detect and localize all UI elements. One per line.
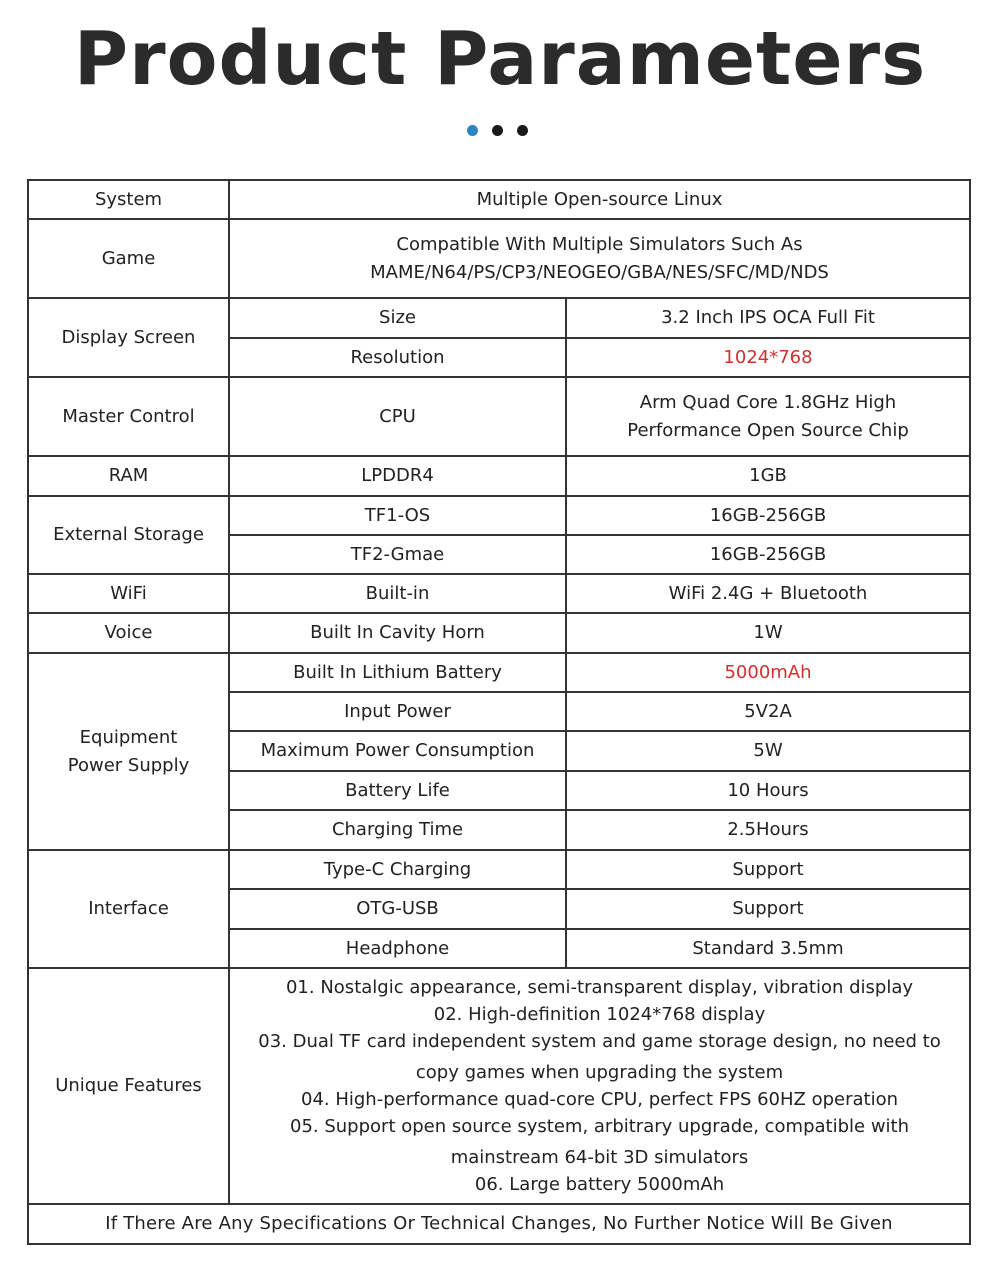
row-value: WiFi 2.4G + Bluetooth (566, 574, 970, 613)
row-label: System (28, 180, 229, 219)
feature-item-continued: mainstream 64-bit 3D simulators (450, 1147, 749, 1168)
row-value: 2.5Hours (566, 810, 970, 850)
cpu-line-1: Arm Quad Core 1.8GHz High (639, 391, 897, 413)
table-row (28, 180, 970, 219)
dot (492, 125, 503, 136)
sub-label: TF2-Gmae (229, 535, 566, 574)
row-label: Master Control (28, 377, 229, 456)
sub-label: Battery Life (229, 771, 566, 810)
feature-item: 04. High-performance quad-core CPU, perfect FPS 60HZ operation (301, 1089, 899, 1110)
dot-active (467, 125, 478, 136)
row-value: 1W (566, 613, 970, 653)
game-line-2: MAME/N64/PS/CP3/NEOGEO/GBA/NES/SFC/MD/NDS (370, 261, 829, 283)
cpu-line-2: Performance Open Source Chip (627, 419, 909, 441)
parameters-table (27, 179, 971, 1245)
row-value: 5V2A (566, 692, 970, 731)
feature-item: 03. Dual TF card independent system and game storage design, no need to (258, 1031, 941, 1052)
sub-label: TF1-OS (229, 496, 566, 535)
table-row (28, 574, 970, 613)
sub-label: Headphone (229, 929, 566, 968)
power-label-line-2: Power Supply (67, 754, 190, 776)
row-value-highlight: 5000mAh (566, 653, 970, 692)
sub-label: CPU (229, 377, 566, 456)
row-label (28, 653, 229, 850)
features-list (229, 968, 970, 1204)
sub-label: OTG-USB (229, 889, 566, 929)
feature-item-continued: copy games when upgrading the system (415, 1062, 784, 1083)
row-label: Display Screen (28, 298, 229, 377)
feature-item: 05. Support open source system, arbitrary upgrade, compatible with (290, 1116, 910, 1137)
table-row (28, 456, 970, 496)
table-row (28, 219, 970, 298)
row-value: Support (566, 850, 970, 889)
sub-label: Resolution (229, 338, 566, 377)
row-value: Standard 3.5mm (566, 929, 970, 968)
sub-label: Input Power (229, 692, 566, 731)
power-label-line-1: Equipment (79, 726, 178, 748)
table-row (28, 653, 970, 692)
row-value (566, 377, 970, 456)
sub-label: Type-C Charging (229, 850, 566, 889)
row-value: 5W (566, 731, 970, 771)
dot (517, 125, 528, 136)
sub-label: Size (229, 298, 566, 338)
table-row (28, 377, 970, 456)
sub-label: Built In Cavity Horn (229, 613, 566, 653)
sub-label: LPDDR4 (229, 456, 566, 496)
table-row (28, 496, 970, 535)
table-row (28, 850, 970, 889)
row-value: Multiple Open-source Linux (229, 180, 970, 219)
row-label: Voice (28, 613, 229, 653)
row-value: 1GB (566, 456, 970, 496)
feature-item: 06. Large battery 5000mAh (474, 1174, 725, 1195)
row-label: WiFi (28, 574, 229, 613)
sub-label: Charging Time (229, 810, 566, 850)
row-label: RAM (28, 456, 229, 496)
row-label: External Storage (28, 496, 229, 574)
game-line-1: Compatible With Multiple Simulators Such As (396, 233, 803, 255)
row-value: 16GB-256GB (566, 496, 970, 535)
table-row (28, 1204, 970, 1244)
row-value-highlight: 1024*768 (566, 338, 970, 377)
row-value: 3.2 Inch IPS OCA Full Fit (566, 298, 970, 338)
sub-label: Built-in (229, 574, 566, 613)
feature-item: 01. Nostalgic appearance, semi-transparent display, vibration display (285, 977, 914, 998)
table-row (28, 298, 970, 338)
row-value: 16GB-256GB (566, 535, 970, 574)
pagination-dots (467, 125, 528, 136)
row-label: Interface (28, 850, 229, 968)
table-row (28, 613, 970, 653)
row-value: 10 Hours (566, 771, 970, 810)
table-row (28, 968, 970, 1204)
sub-label: Built In Lithium Battery (229, 653, 566, 692)
row-value: Support (566, 889, 970, 929)
row-label: Unique Features (28, 968, 229, 1204)
notice-text: If There Are Any Specifications Or Technical Changes, No Further Notice Will Be Given (28, 1204, 970, 1244)
feature-item: 02. High-definition 1024*768 display (433, 1004, 766, 1025)
row-label: Game (28, 219, 229, 298)
sub-label: Maximum Power Consumption (229, 731, 566, 771)
page-title: Product Parameters (73, 16, 927, 102)
row-value (229, 219, 970, 298)
